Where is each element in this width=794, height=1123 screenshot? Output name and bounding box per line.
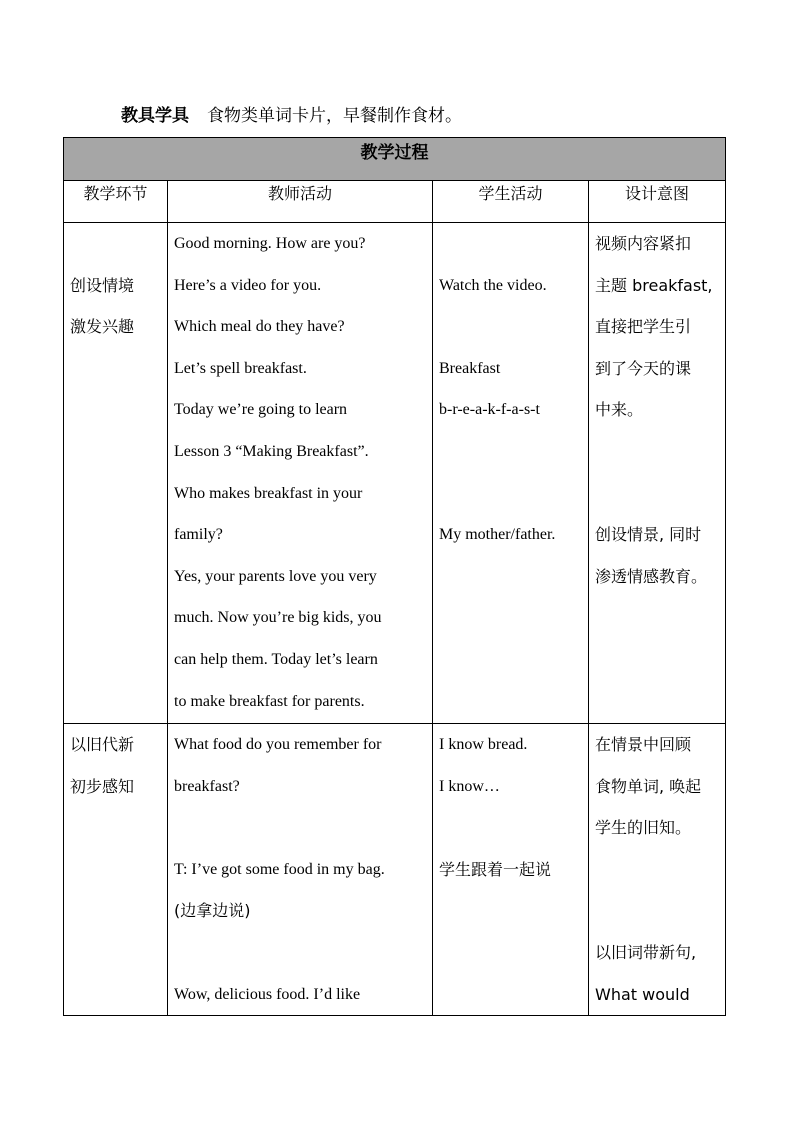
purpose-line: 到了今天的课 [595, 358, 692, 378]
stage-cell [64, 724, 168, 1016]
teacher-line: Who makes breakfast in your [174, 484, 363, 502]
student-line: b-r-e-a-k-f-a-s-t [439, 401, 540, 419]
purpose-line [595, 849, 719, 891]
teacher-line: What food do you remember for [174, 736, 382, 753]
student-line: I know bread. [439, 736, 528, 753]
purpose-line: 渗透情感教育。 [595, 566, 708, 586]
student-activity-cell [433, 724, 589, 1016]
stage-cell [64, 223, 168, 724]
header-student-activity: 学生活动 [433, 181, 589, 223]
purpose-line: 在情景中回顾 [595, 735, 692, 754]
stage-line: 激发兴趣 [70, 317, 135, 337]
materials-text: 食物类单词卡片，早餐制作食材。 [207, 106, 462, 126]
purpose-line [595, 431, 719, 473]
student-line: My mother/father. [439, 526, 556, 544]
design-purpose-cell [589, 724, 726, 1016]
header-design-purpose: 设计意图 [589, 181, 726, 223]
student-line [439, 807, 582, 849]
purpose-line: 直接把学生引 [595, 317, 692, 337]
teacher-line: T: I’ve got some food in my bag. [174, 860, 385, 878]
student-line [439, 306, 582, 348]
teacher-line: family? [174, 526, 223, 544]
stage-line: 初步感知 [70, 776, 135, 796]
teacher-line [174, 807, 426, 849]
teacher-activity-cell [168, 223, 433, 724]
teacher-line [174, 932, 426, 974]
teaching-materials [121, 104, 462, 128]
teacher-line: much. Now you’re big kids, you [174, 609, 382, 627]
student-line: Breakfast [439, 359, 501, 377]
purpose-line: 食物单词, 唤起 [595, 776, 702, 796]
purpose-line: 学生的旧知。 [595, 818, 692, 838]
purpose-line: 视频内容紧扣 [595, 234, 692, 253]
teacher-line: can help them. Today let’s learn [174, 650, 378, 668]
student-line [439, 473, 582, 515]
table-row [64, 223, 726, 724]
teacher-line: Which meal do they have? [174, 318, 345, 336]
header-stage: 教学环节 [64, 181, 168, 223]
teacher-line: Here’s a video for you. [174, 276, 322, 294]
purpose-line [595, 473, 719, 515]
table-row [64, 724, 726, 1016]
student-line: Watch the video. [439, 276, 547, 294]
purpose-line: 创设情景, 同时 [595, 525, 702, 545]
table-title: 教学过程 [64, 138, 726, 181]
design-purpose-cell [589, 223, 726, 724]
teacher-line: to make breakfast for parents. [174, 692, 365, 710]
student-line: 学生跟着一起说 [439, 859, 552, 879]
table-header-row [64, 181, 726, 223]
purpose-line: 以旧词带新句, [595, 942, 697, 962]
table-title-row [64, 138, 726, 181]
purpose-line: What would [595, 984, 690, 1004]
purpose-line [595, 890, 719, 932]
teacher-line: Today we’re going to learn [174, 401, 348, 419]
stage-line [70, 223, 161, 265]
materials-label: 教具学具 [121, 106, 189, 126]
teacher-activity-cell [168, 724, 433, 1016]
student-line [439, 223, 582, 265]
stage-line: 以旧代新 [70, 735, 135, 754]
teacher-line: Wow, delicious food. I’d like [174, 985, 361, 1003]
header-teacher-activity: 教师活动 [168, 181, 433, 223]
teacher-line: (边拿边说) [174, 901, 251, 921]
teacher-line: Let’s spell breakfast. [174, 359, 307, 377]
teaching-process-table [63, 137, 726, 1016]
teacher-line: Lesson 3 “Making Breakfast”. [174, 442, 369, 460]
student-activity-cell [433, 223, 589, 724]
student-line [439, 431, 582, 473]
teacher-line: breakfast? [174, 777, 240, 795]
stage-line: 创设情境 [70, 275, 135, 295]
purpose-line: 中来。 [595, 400, 644, 420]
teacher-line: Good morning. How are you? [174, 235, 366, 252]
teacher-line: Yes, your parents love you very [174, 567, 377, 585]
student-line: I know… [439, 777, 500, 795]
purpose-line: 主题 breakfast, [595, 275, 713, 295]
